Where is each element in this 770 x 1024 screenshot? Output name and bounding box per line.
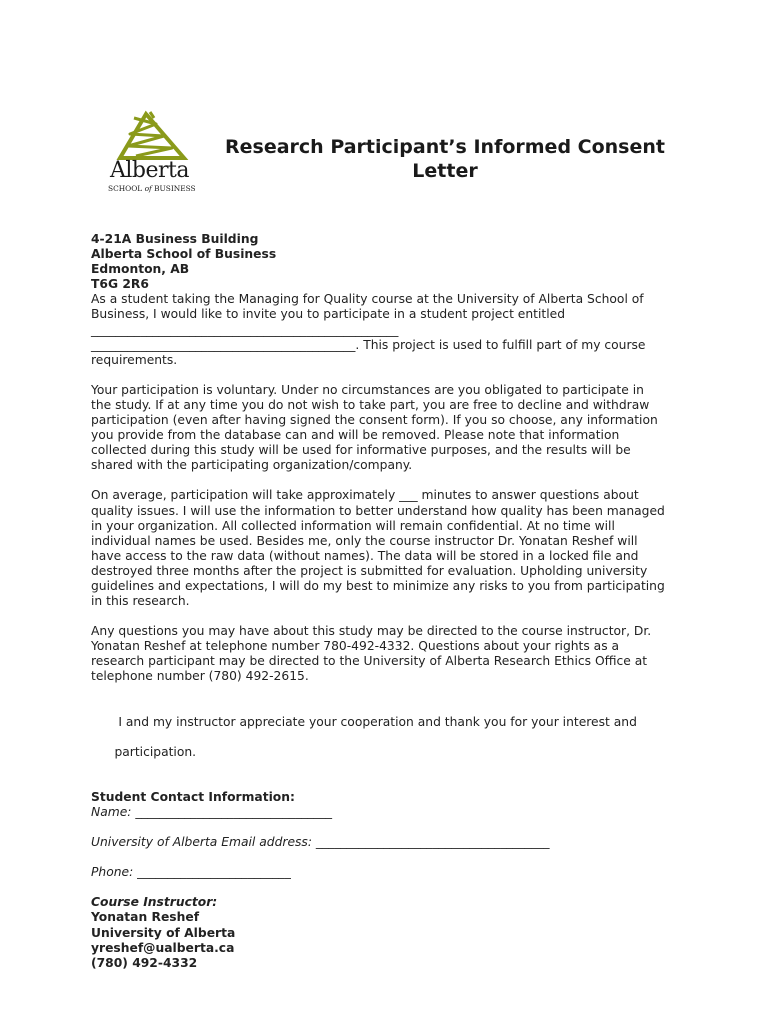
instructor-org: University of Alberta — [91, 925, 236, 940]
logo-subtitle: SCHOOL of BUSINESS — [108, 184, 196, 193]
title-line-1: Research Participant’s Informed Consent — [225, 136, 665, 158]
thanks-paragraph: I and my instructor appreciate your cooperation and thank you for your interest and participation. — [114, 714, 637, 759]
address-line: Alberta School of Business — [91, 247, 277, 262]
participation-paragraph: On average, participation will take approximately ___ minutes to answer questions about quality issues. I will use the information to better understand how quality has been managed in your organization. All collected information will remain confidential. At no time will individual names be used. Besides me, only the course instructor Dr. Yonatan Reshef will have access to the raw data (without names). The data will be stored in a locked file and destroyed three months after the project is submitted for evaluation. Upholding university guidelines and expectations, I will do my best to minimize any risks to you from participating in this research. — [91, 488, 665, 609]
student-phone-field: Phone: _________________________ — [91, 865, 291, 880]
instructor-section — [91, 895, 691, 970]
student-name-field: Name: ________________________________ — [91, 805, 333, 820]
address-line: T6G 2R6 — [91, 277, 149, 292]
title-line-2: Letter — [412, 160, 478, 182]
logo-wordmark: Alberta — [110, 158, 189, 183]
intro-paragraph: As a student taking the Managing for Quality course at the University of Alberta School of Business, I would like to invite you to participate in a student project entitled __________________________________________________ ___________________________________________. This project is used to fulfill part of my course requirements. — [91, 292, 646, 367]
student-contact-section — [91, 790, 691, 880]
student-email-field: University of Alberta Email address: ______________________________________ — [91, 835, 550, 850]
project-title-blank: __________________________________________________ — [91, 322, 399, 337]
voluntary-paragraph: Your participation is voluntary. Under no circumstances are you obligated to participate in the study. If at any time you do not wish to take part, you are free to decline and withdraw participation (even after having signed the consent form). If you so choose, any information you provide from the database can and will be removed. Please note that information collected during this study will be used for informative purposes, and the results will be shared with the participating organization/company. — [91, 382, 658, 473]
alberta-school-of-business-logo — [106, 110, 196, 194]
address-block — [91, 232, 691, 292]
page-title — [206, 135, 684, 183]
instructor-name: Yonatan Reshef — [91, 910, 200, 925]
instructor-email: yreshef@ualberta.ca — [91, 940, 235, 955]
instructor-heading: Course Instructor: — [91, 895, 218, 910]
instructor-phone: (780) 492-4332 — [91, 955, 198, 970]
address-line: Edmonton, AB — [91, 262, 190, 277]
project-title-blank: ___________________________________________ — [91, 337, 356, 352]
address-line: 4-21A Business Building — [91, 232, 259, 246]
letter-body — [91, 232, 691, 971]
questions-paragraph: Any questions you may have about this study may be directed to the course instructor, Dr. Yonatan Reshef at telephone number 780-492-4332. Questions about your rights as a research participant may be directed to the University of Alberta Research Ethics Office at telephone number (780) 492-2615. — [91, 624, 652, 684]
student-contact-heading: Student Contact Information: — [91, 790, 295, 804]
